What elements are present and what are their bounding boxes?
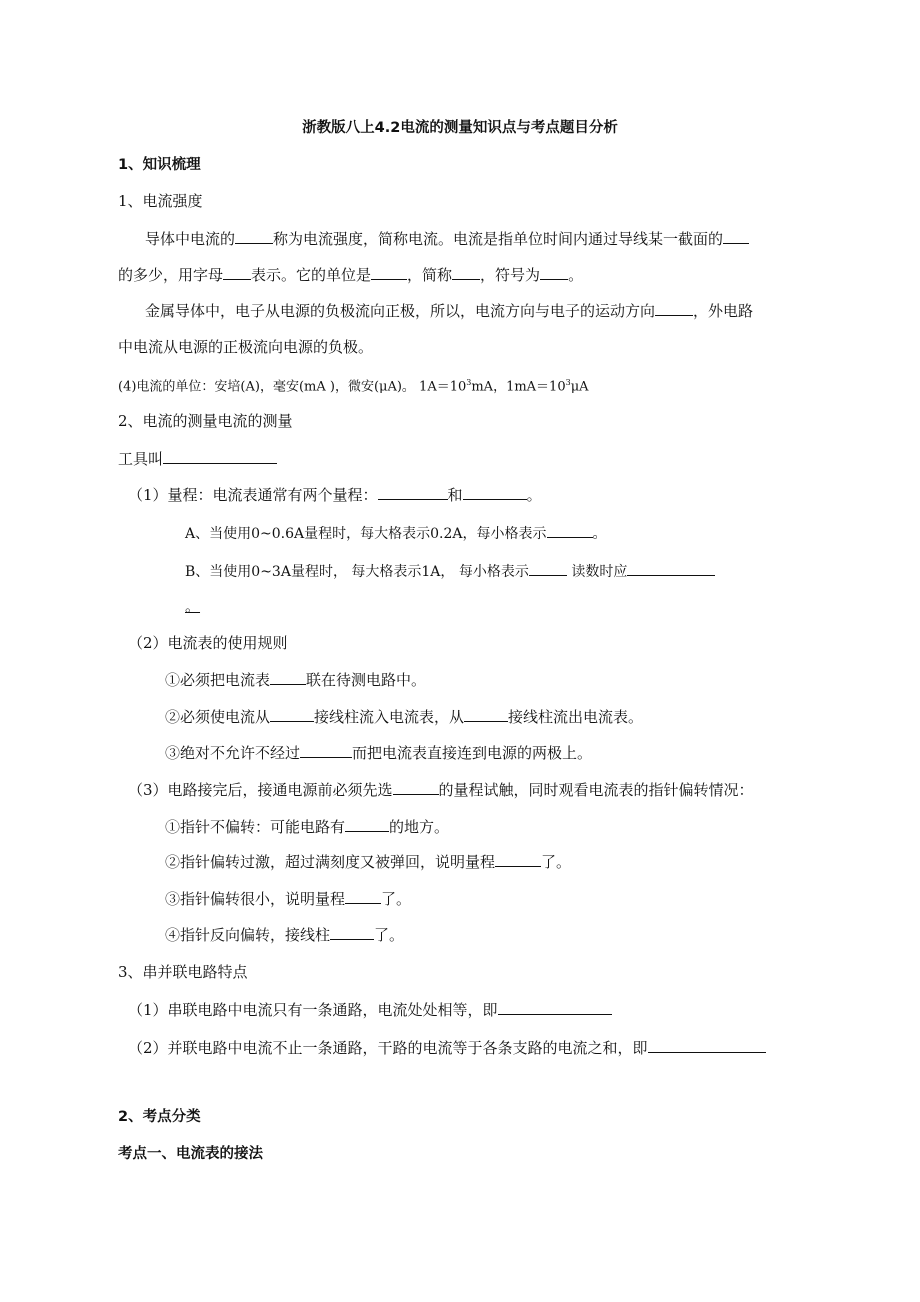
paragraph: A、当使用0~0.6A量程时，每大格表示0.2A，每小格表示 。 xyxy=(185,523,607,544)
paragraph: （2）并联电路中电流不止一条通路，干路的电流等于各条支路的电流之和，即 xyxy=(128,1038,766,1058)
subsection-heading: 2、电流的测量电流的测量 xyxy=(118,412,293,430)
paragraph: ④指针反向偏转，接线柱 了。 xyxy=(165,926,405,944)
section-heading: 2、考点分类 xyxy=(118,1109,201,1125)
page-title: 浙教版八上4.2电流的测量知识点与考点题目分析 xyxy=(302,120,618,136)
paragraph: ③指针偏转很小，说明量程 了。 xyxy=(165,890,412,908)
paragraph: 。 xyxy=(185,597,201,615)
subsection-heading: 3、串并联电路特点 xyxy=(118,963,248,981)
subsection-heading: 考点一、电流表的接法 xyxy=(118,1146,263,1162)
paragraph: 中电流从电源的正极流向电源的负极。 xyxy=(118,338,374,356)
units-line: (4)电流的单位：安培(A)，毫安(mA )，微安(μA)。 $1A=10^3mA$，$1mA=10^3\mu A$ xyxy=(118,378,589,395)
paragraph: （3）电路接完后，接通电源前必须先选 的量程试触，同时观看电流表的指针偏转情况： xyxy=(128,781,754,799)
paragraph: ③绝对不允许不经过 而把电流表直接连到电源的两极上。 xyxy=(165,744,593,762)
paragraph: ②必须使电流从 接线柱流入电流表，从 接线柱流出电流表。 xyxy=(165,708,644,726)
paragraph: （1）量程：电流表通常有两个量程： 和 。 xyxy=(128,486,542,504)
paragraph: （1）串联电路中电流只有一条通路，电流处处相等，即 xyxy=(128,1000,612,1020)
paragraph: 工具叫 xyxy=(118,449,277,469)
paragraph: （2）电流表的使用规则 xyxy=(128,634,288,652)
paragraph: ①必须把电流表 联在待测电路中。 xyxy=(165,671,427,689)
paragraph: 金属导体中，电子从电源的负极流向正极，所以，电流方向与电子的运动方向 ，外电路 xyxy=(145,302,754,320)
subsection-heading: 1、电流强度 xyxy=(118,192,203,210)
paragraph: B、当使用0~3A量程时， 每大格表示1A， 每小格表示 读数时应 xyxy=(185,561,715,582)
paragraph: ②指针偏转过激，超过满刻度又被弹回，说明量程 了。 xyxy=(165,853,572,871)
paragraph: ①指针不偏转：可能电路有 的地方。 xyxy=(165,818,450,836)
paragraph: 的多少，用字母 表示。它的单位是 ，简称 ，符号为 。 xyxy=(118,266,584,284)
section-heading: 1、知识梳理 xyxy=(118,157,201,173)
paragraph: 导体中电流的 称为电流强度，简称电流。电流是指单位时间内通过导线某一截面的 xyxy=(145,229,749,249)
